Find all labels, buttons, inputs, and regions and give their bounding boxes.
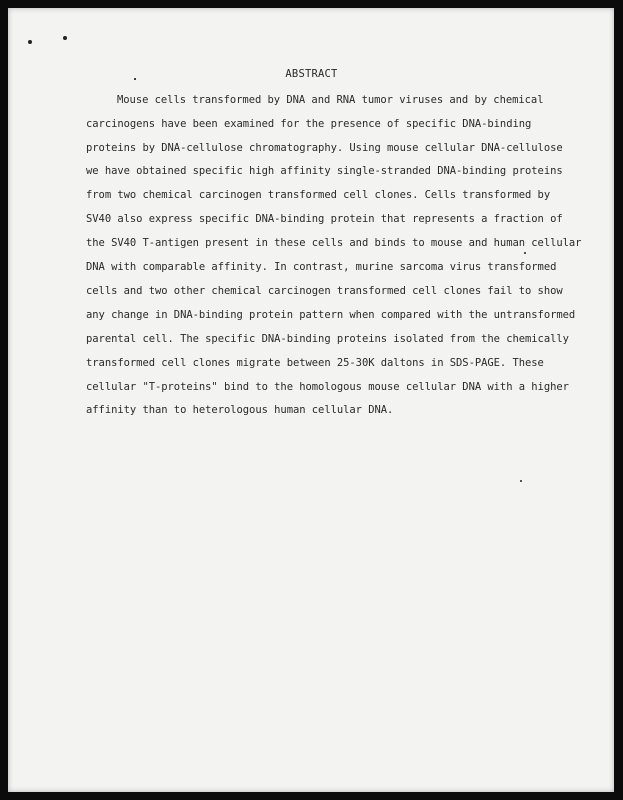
body-line: any change in DNA-binding protein pattern when compared with the untransformed: [86, 309, 576, 321]
body-line: cellular "T-proteins" bind to the homologous mouse cellular DNA with a higher: [86, 381, 569, 393]
body-line: we have obtained specific high affinity single-stranded DNA-binding proteins: [86, 165, 563, 177]
body-line: from two chemical carcinogen transformed cell clones. Cells transformed by: [86, 189, 551, 201]
body-line: cells and two other chemical carcinogen transformed cell clones fail to show: [86, 285, 563, 297]
body-line: transformed cell clones migrate between 25-30K daltons in SDS-PAGE. These: [86, 357, 544, 369]
body-line: affinity than to heterologous human cellular DNA.: [86, 404, 394, 416]
body-line: the SV40 T-antigen present in these cells and binds to mouse and human cellular: [86, 237, 582, 249]
ink-speck: [63, 36, 67, 40]
body-line: SV40 also express specific DNA-binding protein that represents a fraction of: [86, 213, 563, 225]
body-line: carcinogens have been examined for the presence of specific DNA-binding: [86, 118, 532, 130]
ink-speck: [524, 252, 526, 254]
body-line: parental cell. The specific DNA-binding proteins isolated from the chemically: [86, 333, 569, 345]
body-line: Mouse cells transformed by DNA and RNA tumor viruses and by chemical: [117, 94, 544, 106]
body-line: DNA with comparable affinity. In contrast, murine sarcoma virus transformed: [86, 261, 557, 273]
ink-speck: [28, 40, 32, 44]
ink-speck: [520, 480, 522, 482]
abstract-heading: ABSTRACT: [285, 68, 338, 80]
body-line: proteins by DNA-cellulose chromatography. Using mouse cellular DNA-cellulose: [86, 142, 563, 154]
